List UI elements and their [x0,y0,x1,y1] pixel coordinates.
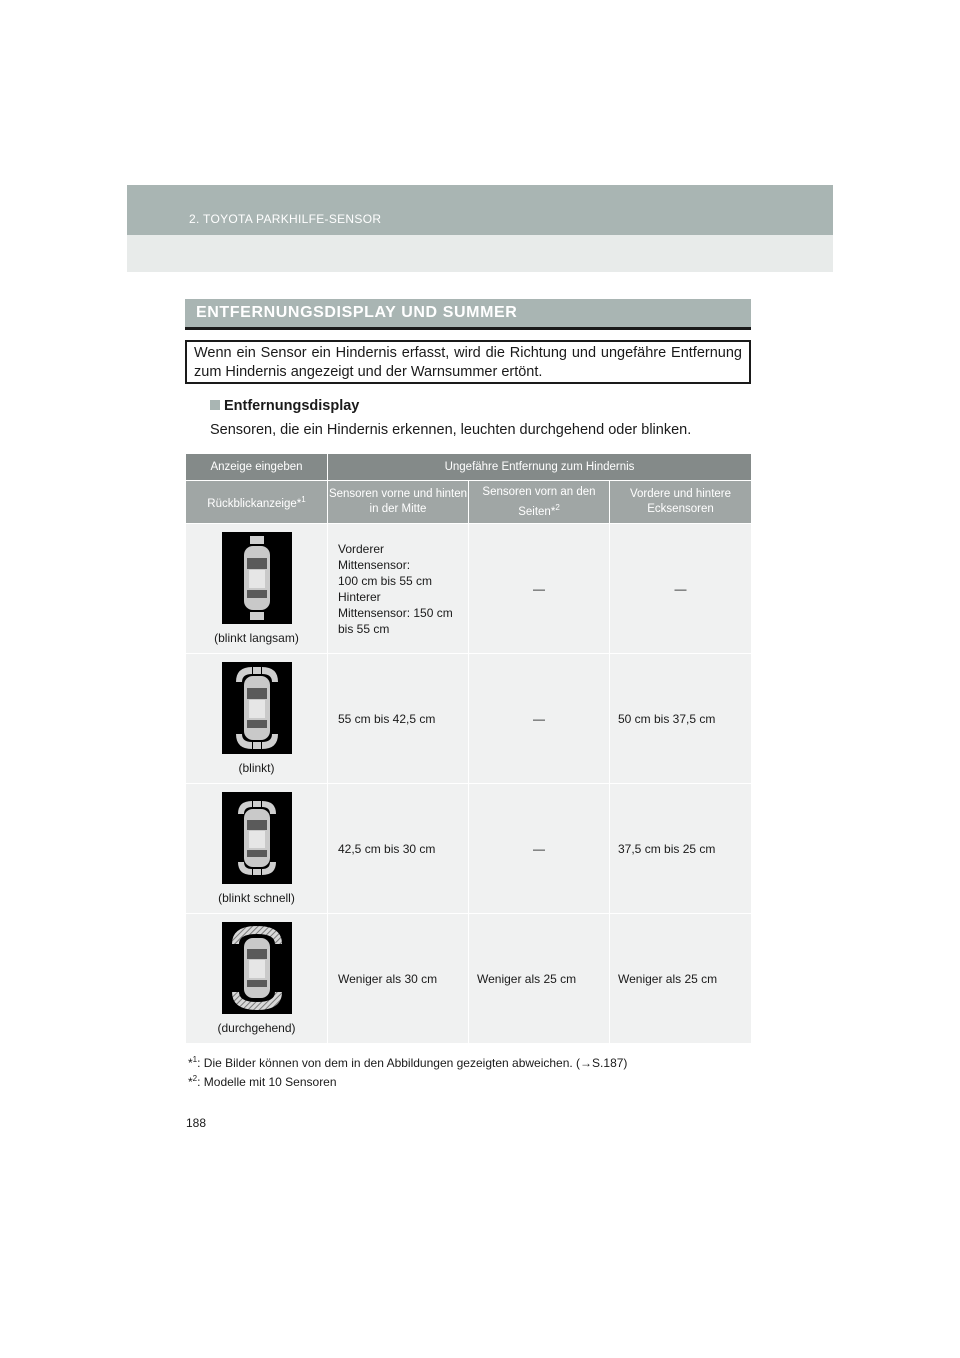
display-cell [186,654,328,784]
subsection-heading [210,398,359,414]
header-distance: Ungefähre Entfernung zum Hindernis [328,454,752,481]
chapter-subband [127,235,833,272]
section-title: ENTFERNUNGSDISPLAY UND SUMMER [185,299,751,327]
display-caption: (blinkt) [238,761,275,775]
chapter-title: 2. TOYOTA PARKHILFE-SENSOR [189,212,382,226]
parking-sensor-car-icon [222,532,292,624]
distance-table [185,453,752,1044]
parking-sensor-car-icon [222,922,292,1014]
parking-sensor-car-icon [222,792,292,884]
corner-distance: 37,5 cm bis 25 cm [610,784,752,914]
footnote-1: *$^1$: Die Bilder können von dem in den Abbildungen gezeigten abweichen. (→S.187) [188,1055,628,1070]
side-distance: — [469,524,610,654]
center-distance: Weniger als 30 cm [328,914,469,1044]
header-display: Anzeige eingeben [186,454,328,481]
table-row [186,654,752,784]
header-side-sensors: Sensoren vorn an den Seiten*$^2$ [469,481,610,524]
center-distance: 42,5 cm bis 30 cm [328,784,469,914]
section-rule [185,327,751,330]
corner-distance: — [610,524,752,654]
footnotes [188,1052,627,1090]
square-bullet-icon [210,400,220,410]
display-cell [186,524,328,654]
corner-distance: Weniger als 25 cm [610,914,752,1044]
chapter-header [127,185,833,235]
side-distance: Weniger als 25 cm [469,914,610,1044]
header-rear-view: Rückblickanzeige*$^1$ [186,481,328,524]
subsection-title: Entfernungsdisplay [224,398,360,414]
table-row [186,784,752,914]
display-caption: (blinkt langsam) [214,631,299,645]
page-number: 188 [186,1116,207,1130]
parking-sensor-car-icon [222,662,292,754]
table-row [186,914,752,1044]
display-cell [186,784,328,914]
display-caption: (durchgehend) [217,1021,296,1035]
center-distance: Vorderer Mittensensor: 100 cm bis 55 cm Hinterer Mittensensor: 150 cm bis 55 cm [328,524,469,654]
footnote-2: *$^2$: Modelle mit 10 Sensoren [188,1074,337,1089]
header-corner-sensors: Vordere und hintere Ecksensoren [610,481,752,524]
table-row [186,524,752,654]
table-header-row-2 [186,481,752,524]
table-header-row-1 [186,454,752,481]
center-distance: 55 cm bis 42,5 cm [328,654,469,784]
side-distance: — [469,654,610,784]
intro-text: Wenn ein Sensor ein Hindernis erfasst, wird die Richtung und ungefähre Entfernung zum Hindernis angezeigt und der Warnsummer ertönt. [185,340,751,384]
subsection-description: Sensoren, die ein Hindernis erkennen, leuchten durchgehend oder blinken. [210,422,692,438]
header-center-sensors: Sensoren vorne und hinten in der Mitte [328,481,469,524]
side-distance: — [469,784,610,914]
display-caption: (blinkt schnell) [218,891,295,905]
corner-distance: 50 cm bis 37,5 cm [610,654,752,784]
display-cell [186,914,328,1044]
